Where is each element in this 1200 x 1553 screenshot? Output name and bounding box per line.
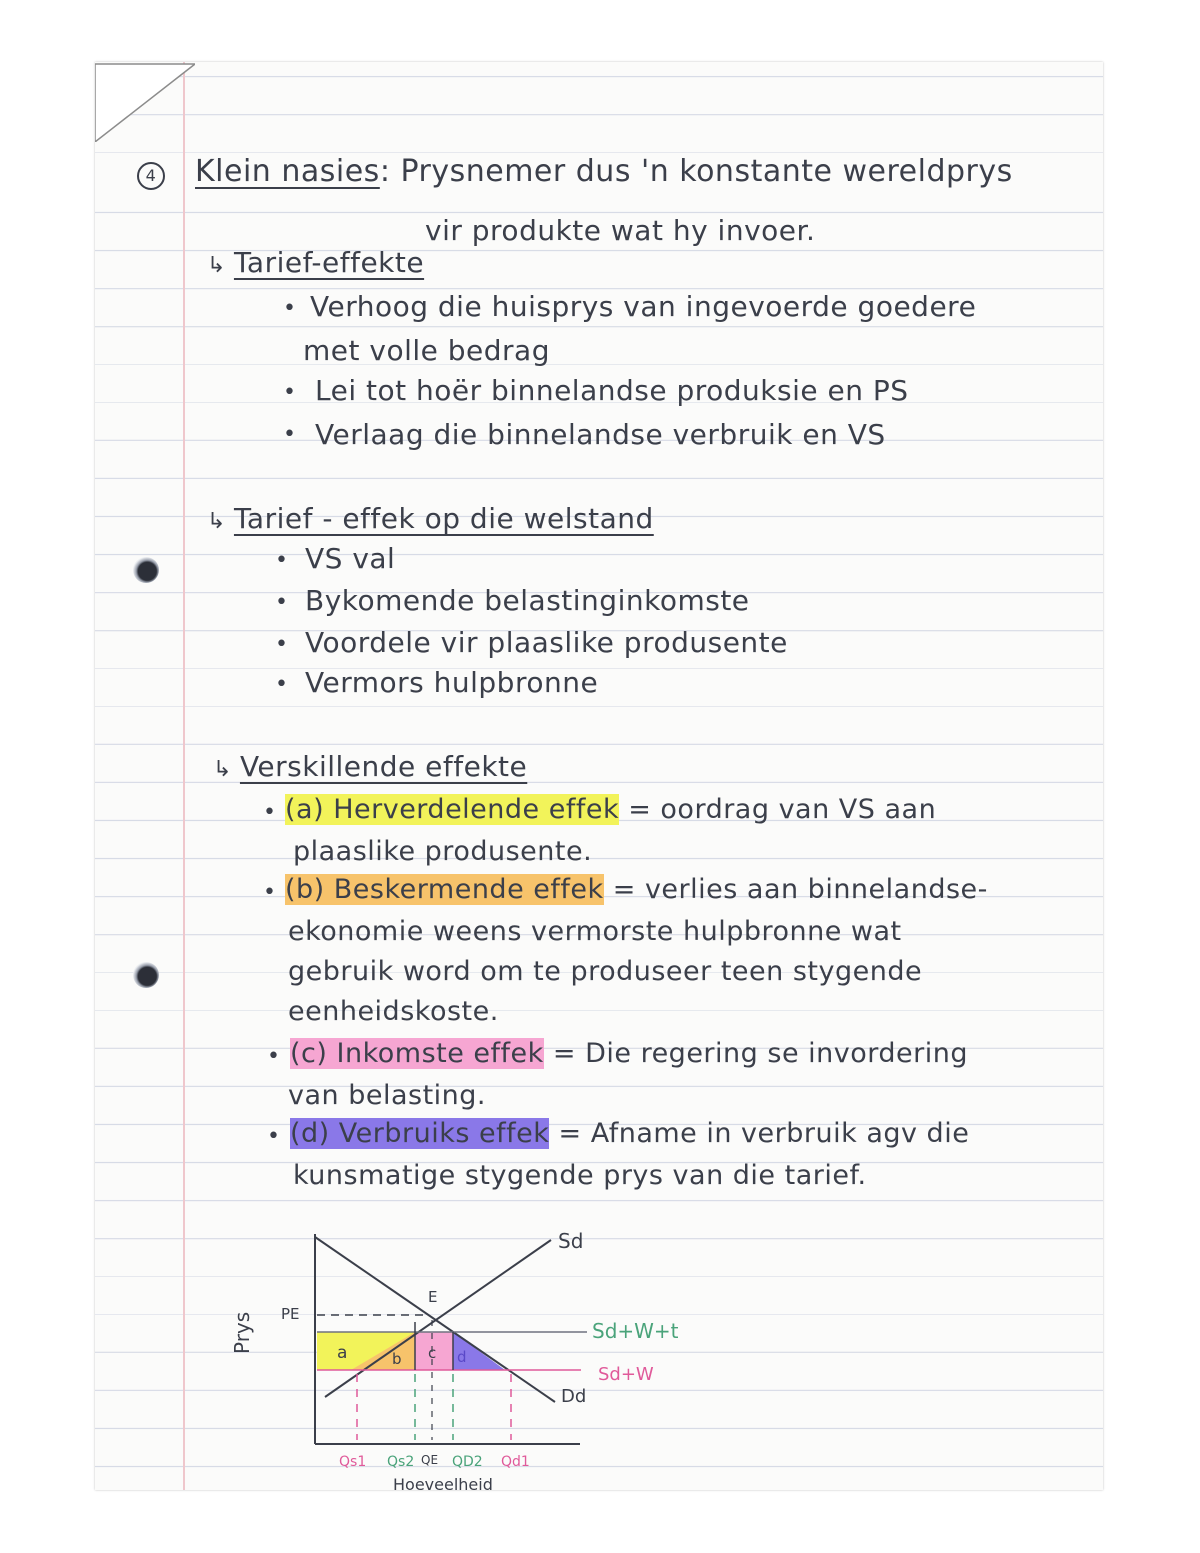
section2-bullet-3: Voordele vir plaaslike produsente — [305, 626, 788, 659]
section1-bullet-1: Verhoog die huisprys van ingevoerde goedere — [310, 290, 977, 323]
area-d-label: d — [457, 1348, 467, 1366]
section2-bullet-4: Vermors hulpbronne — [305, 666, 599, 699]
effect-d-cont: kunsmatige stygende prys van die tarief. — [293, 1160, 867, 1191]
qd1-label: Qd1 — [501, 1454, 530, 1470]
qs1-label: Qs1 — [339, 1454, 367, 1470]
arrow-icon: ↳ — [207, 253, 226, 278]
y-axis-label: Prys — [230, 1311, 254, 1354]
section2-bullet-2: Bykomende belastinginkomste — [305, 584, 750, 617]
area-a-label: a — [337, 1343, 348, 1363]
pe-label: PE — [281, 1305, 300, 1323]
effect-b-cont-1: ekonomie weens vermorste hulpbronne wat — [288, 916, 902, 947]
sdw-label: Sd+W — [598, 1364, 654, 1385]
section-number: 4 — [137, 162, 165, 190]
effect-a-text: = oordrag van VS aan — [628, 794, 937, 825]
effect-b-text: = verlies aan binnelandse- — [612, 874, 988, 905]
effect-d-label: (d) Verbruiks effek — [290, 1118, 550, 1149]
effect-c-label: (c) Inkomste effek — [290, 1038, 544, 1069]
section1-bullet-2: Lei tot hoër binnelandse produksie en PS — [315, 374, 909, 407]
section1-bullet-1-cont: met volle bedrag — [303, 334, 550, 367]
effect-b-cont-2: gebruik word om te produseer teen stygende — [288, 956, 923, 987]
bullet-icon: • — [267, 1044, 280, 1069]
effect-d-text: = Afname in verbruik agv die — [558, 1118, 970, 1149]
section2-bullet-1: VS val — [305, 542, 396, 575]
arrow-icon: ↳ — [207, 509, 226, 534]
dd-label: Dd — [561, 1386, 587, 1407]
qd2-label: QD2 — [452, 1454, 483, 1470]
section3-title: Verskillende effekte — [239, 750, 528, 783]
effect-c-text: = Die regering se invordering — [552, 1038, 968, 1069]
qs2-label: Qs2 — [387, 1454, 415, 1470]
effect-a-label: (a) Herverdelende effek — [285, 794, 620, 825]
bullet-icon: • — [275, 590, 288, 615]
tariff-diagram — [95, 62, 1103, 1490]
effect-a-cont: plaaslike produsente. — [293, 836, 593, 867]
bullet-icon: • — [275, 632, 288, 657]
effect-c-cont: van belasting. — [288, 1080, 487, 1111]
bullet-icon: • — [263, 880, 276, 905]
x-axis-label: Hoeveelheid — [393, 1475, 493, 1490]
qe-label: QE — [421, 1453, 439, 1467]
notebook-page — [95, 62, 1103, 1490]
section2-title: Tarief - effek op die welstand — [233, 502, 654, 535]
effect-b-cont-3: eenheidskoste. — [288, 996, 499, 1027]
heading-line-2: vir produkte wat hy invoer. — [425, 214, 816, 247]
heading-title: Klein nasies — [195, 154, 380, 189]
bullet-icon: • — [275, 672, 288, 697]
supply-curve — [325, 1240, 551, 1397]
bullet-icon: • — [263, 800, 276, 825]
sdwt-label: Sd+W+t — [592, 1319, 679, 1343]
bullet-icon: • — [275, 548, 288, 573]
sd-label: Sd — [558, 1229, 584, 1253]
section1-bullet-3: Verlaag die binnelandse verbruik en VS — [315, 418, 886, 451]
heading-text: : Prysnemer dus 'n konstante wereldprys — [379, 154, 1013, 189]
bullet-icon: • — [267, 1124, 280, 1149]
section1-title: Tarief-effekte — [233, 246, 425, 279]
arrow-icon: ↳ — [213, 757, 232, 782]
area-b-label: b — [392, 1350, 402, 1368]
effect-b-label: (b) Beskermende effek — [285, 874, 604, 905]
equilibrium-label: E — [428, 1288, 438, 1306]
bullet-icon: • — [283, 422, 296, 447]
bullet-icon: • — [283, 296, 296, 321]
bullet-icon: • — [283, 380, 296, 405]
area-c-label: c — [428, 1344, 437, 1362]
